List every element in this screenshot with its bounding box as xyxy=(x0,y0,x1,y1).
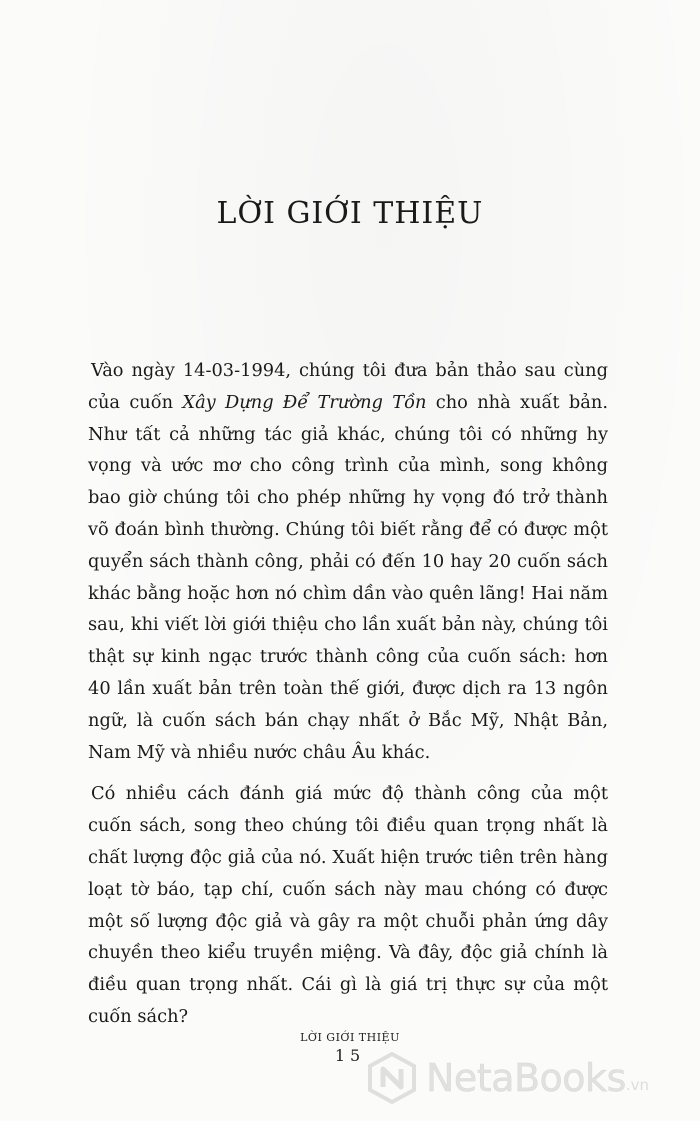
paragraph-2: Có nhiều cách đánh giá mức độ thành công của một cuốn sách, song theo chúng tôi điều quan trọng nhất là chất lượng độc giả của nó. Xuất hiện trước tiên trên hàng loạt tờ báo, tạp chí, cuốn sách này mau chóng có được một số lượng độc giả và gây ra một chuỗi phản ứng dây chuyền theo kiểu truyền miệng. Và đây, độc giả chính là điều quan trọng nhất. Cái gì là giá trị thực sự của một cuốn sách? xyxy=(88,783,608,1027)
watermark-suffix: .vn xyxy=(625,1076,650,1094)
book-title: Xây Dựng Để Trường Tồn xyxy=(182,391,427,413)
body-text xyxy=(88,355,608,1033)
paragraph-1-rest: cho nhà xuất bản. Như tất cả những tác giả khác, chúng tôi có những hy vọng và ước mơ cho công trình của mình, song không bao giờ chúng tôi cho phép những hy vọng đó trở thành võ đoán bình thường. Chúng tôi biết rằng để có được một quyển sách thành công, phải có đến 10 hay 20 cuốn sách khác bằng hoặc hơn nó chìm dần vào quên lãng! Hai năm sau, khi viết lời giới thiệu cho lần xuất bản này, chúng tôi thật sự kinh ngạc trước thành công của cuốn sách: hơn 40 lần xuất bản trên toàn thế giới, được dịch ra 13 ngôn ngữ, là cuốn sách bán chạy nhất ở Bắc Mỹ, Nhật Bản, Nam Mỹ và nhiều nước châu Âu khác. xyxy=(88,391,608,763)
chapter-heading: LỜI GIỚI THIỆU xyxy=(216,196,484,231)
paragraph-1 xyxy=(88,355,608,768)
netabooks-logo-icon xyxy=(366,1052,418,1104)
paragraph-1-start: Vào ngày 14-03-1994, chúng tôi đưa bản thảo sau cùng của cuốn xyxy=(88,360,608,413)
running-footer-title: LỜI GIỚI THIỆU xyxy=(300,1031,400,1044)
page-number: 15 xyxy=(334,1046,366,1065)
watermark-brand: NetaBooks xyxy=(426,1056,626,1100)
watermark xyxy=(366,1048,649,1108)
